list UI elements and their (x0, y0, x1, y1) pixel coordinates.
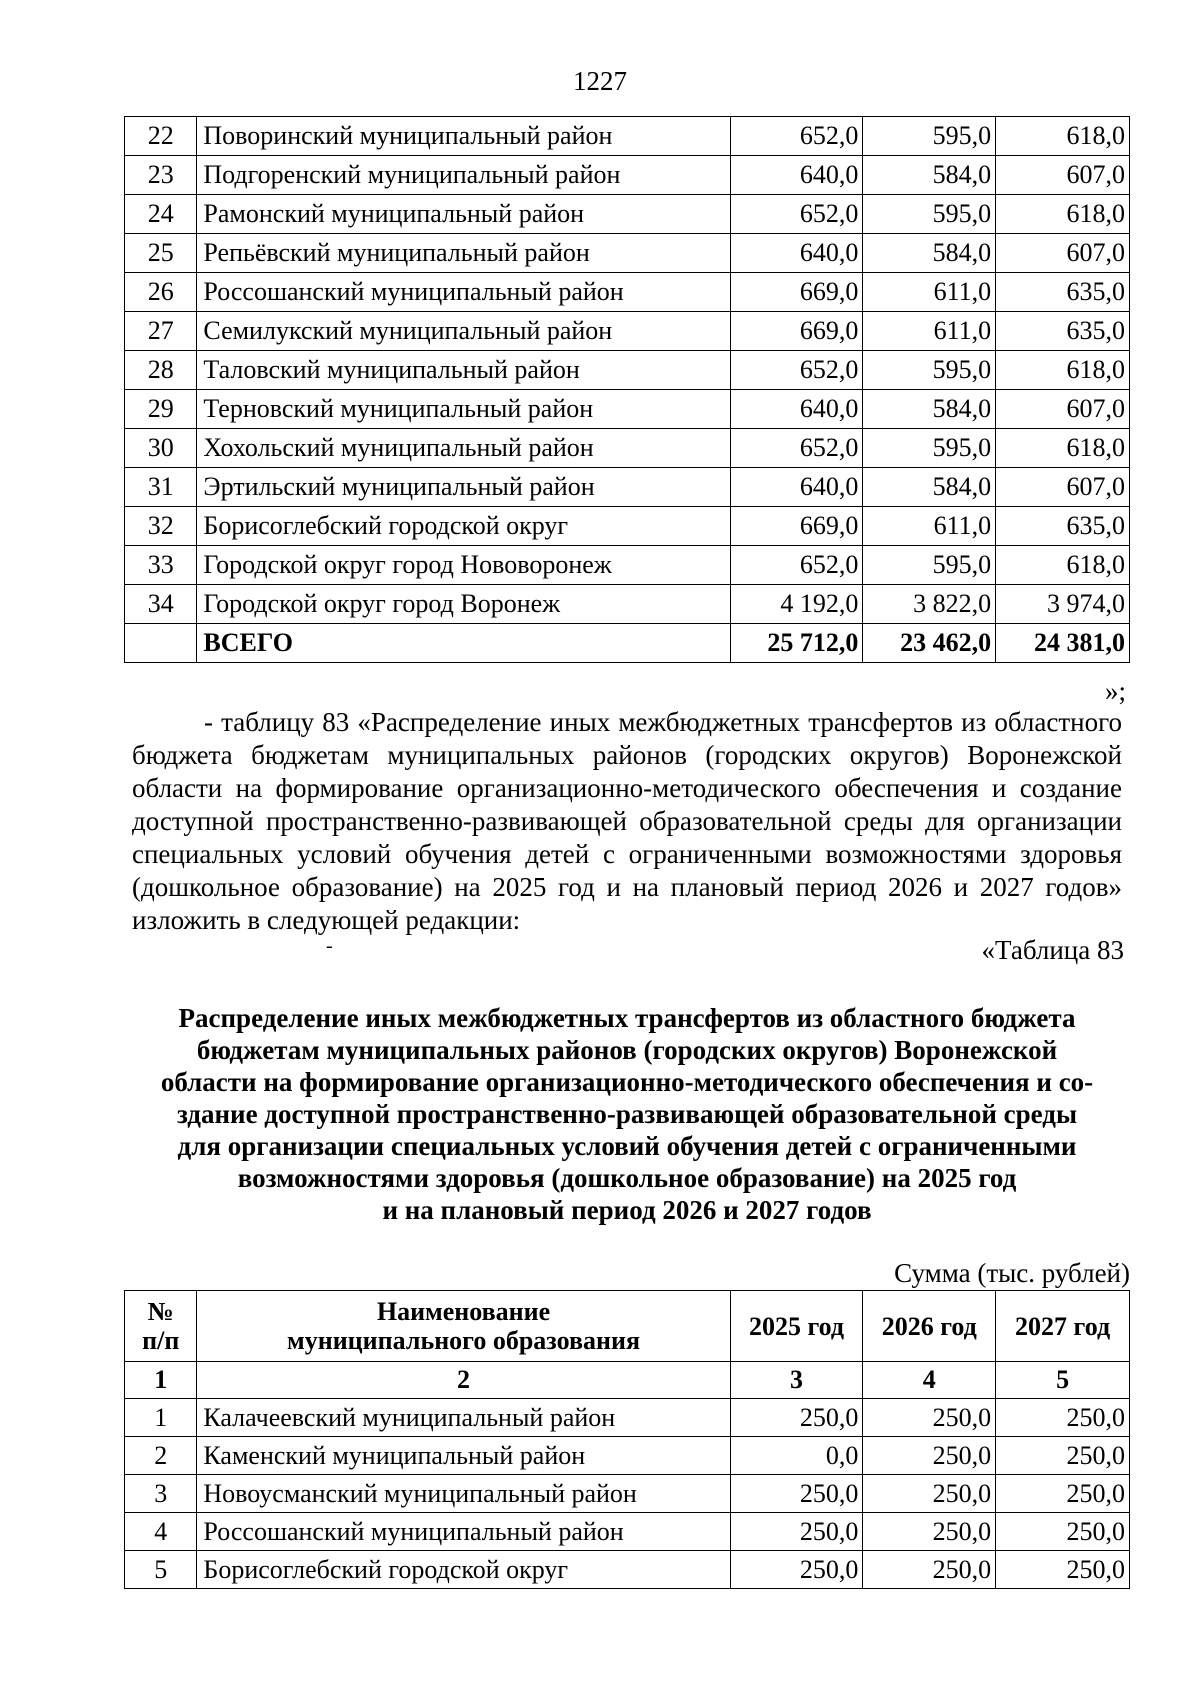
header-2026: 2026 год (863, 1291, 996, 1362)
table-row (125, 1513, 1130, 1551)
value-2027: 250,0 (996, 1513, 1130, 1551)
value-2025: 669,0 (730, 507, 863, 546)
value-2025: 250,0 (730, 1399, 863, 1437)
value-2027: 3 974,0 (996, 585, 1130, 624)
value-2026: 3 822,0 (863, 585, 996, 624)
row-number: 27 (125, 312, 197, 351)
value-2026: 250,0 (863, 1399, 996, 1437)
page-number: 1227 (573, 66, 627, 96)
heading-line: возможностями здоровья (дошкольное образование) на 2025 год (237, 1163, 1017, 1193)
value-2027: 250,0 (996, 1475, 1130, 1513)
row-number: 4 (125, 1513, 197, 1551)
value-2027: 618,0 (996, 351, 1130, 390)
row-name: Новоусманский муниципальный район (197, 1475, 730, 1513)
value-2027: 607,0 (996, 468, 1130, 507)
table-row (125, 1399, 1130, 1437)
value-2026: 584,0 (863, 468, 996, 507)
row-name: Городской округ город Нововоронеж (197, 546, 730, 585)
value-2026: 595,0 (863, 195, 996, 234)
row-number: 28 (125, 351, 197, 390)
value-2025: 640,0 (730, 156, 863, 195)
value-2027: 618,0 (996, 117, 1130, 156)
value-2025: 652,0 (730, 351, 863, 390)
row-number: 26 (125, 273, 197, 312)
value-2027: 250,0 (996, 1437, 1130, 1475)
value-2025: 652,0 (730, 117, 863, 156)
row-name: Борисоглебский городской округ (197, 507, 730, 546)
value-2025: 4 192,0 (730, 585, 863, 624)
column-number: 3 (730, 1362, 863, 1399)
row-name: Каменский муниципальный район (197, 1437, 730, 1475)
value-2027: 250,0 (996, 1551, 1130, 1589)
row-name: Рамонский муниципальный район (197, 195, 730, 234)
value-2027: 618,0 (996, 546, 1130, 585)
value-2026: 611,0 (863, 273, 996, 312)
value-2026: 595,0 (863, 546, 996, 585)
budget-table-continuation (124, 116, 1130, 663)
row-name: Поворинский муниципальный район (197, 117, 730, 156)
table-row (125, 273, 1130, 312)
table-row (125, 429, 1130, 468)
heading-line: здание доступной пространственно-развивающей образовательной среды (176, 1099, 1078, 1129)
row-number: 3 (125, 1475, 197, 1513)
value-2026: 250,0 (863, 1475, 996, 1513)
table-row (125, 507, 1130, 546)
value-2026: 611,0 (863, 312, 996, 351)
header-name: Наименование муниципального образования (197, 1291, 730, 1362)
header-num: № п/п (125, 1291, 197, 1362)
heading-line: бюджетам муниципальных районов (городских округов) Воронежской (196, 1035, 1058, 1065)
row-name: Россошанский муниципальный район (197, 1513, 730, 1551)
table-row (125, 585, 1130, 624)
row-name: Терновский муниципальный район (197, 390, 730, 429)
row-number: 22 (125, 117, 197, 156)
row-name: Борисоглебский городской округ (197, 1551, 730, 1589)
value-2025: 640,0 (730, 390, 863, 429)
value-2027: 607,0 (996, 390, 1130, 429)
table-row (125, 1437, 1130, 1475)
value-2026: 250,0 (863, 1437, 996, 1475)
value-2026: 584,0 (863, 156, 996, 195)
row-number: 34 (125, 585, 197, 624)
value-2025: 652,0 (730, 429, 863, 468)
value-2025: 250,0 (730, 1551, 863, 1589)
row-number: 31 (125, 468, 197, 507)
value-2026: 611,0 (863, 507, 996, 546)
row-number: 1 (125, 1399, 197, 1437)
row-name: Репьёвский муниципальный район (197, 234, 730, 273)
row-name: Семилукский муниципальный район (197, 312, 730, 351)
row-number: 24 (125, 195, 197, 234)
value-2027: 618,0 (996, 195, 1130, 234)
row-number: 33 (125, 546, 197, 585)
budget-table-83 (124, 1290, 1130, 1589)
header-2025: 2025 год (730, 1291, 863, 1362)
value-2026: 584,0 (863, 234, 996, 273)
table-row (125, 351, 1130, 390)
table-row (125, 195, 1130, 234)
row-number: 2 (125, 1437, 197, 1475)
value-2027: 635,0 (996, 507, 1130, 546)
row-name: Россошанский муниципальный район (197, 273, 730, 312)
row-name: Калачеевский муниципальный район (197, 1399, 730, 1437)
column-number: 4 (863, 1362, 996, 1399)
value-2025: 640,0 (730, 234, 863, 273)
row-name: Хохольский муниципальный район (197, 429, 730, 468)
row-number: 32 (125, 507, 197, 546)
column-number: 1 (125, 1362, 197, 1399)
table-heading (124, 1002, 1130, 1226)
value-2026: 250,0 (863, 1513, 996, 1551)
units-label: Сумма (тыс. рублей) (894, 1258, 1130, 1288)
total-2026: 23 462,0 (863, 624, 996, 663)
row-number: 23 (125, 156, 197, 195)
heading-line: для организации специальных условий обучения детей с ограниченными (177, 1131, 1077, 1161)
row-name: Эртильский муниципальный район (197, 468, 730, 507)
value-2025: 669,0 (730, 312, 863, 351)
value-2026: 595,0 (863, 429, 996, 468)
row-number: 25 (125, 234, 197, 273)
table-row (125, 546, 1130, 585)
value-2027: 607,0 (996, 156, 1130, 195)
table-row (125, 1551, 1130, 1589)
table-row (125, 1475, 1130, 1513)
table-row (125, 468, 1130, 507)
column-number: 5 (996, 1362, 1130, 1399)
table-row (125, 234, 1130, 273)
value-2025: 652,0 (730, 546, 863, 585)
value-2025: 250,0 (730, 1475, 863, 1513)
row-number: 5 (125, 1551, 197, 1589)
value-2025: 652,0 (730, 195, 863, 234)
heading-line: области на формирование организационно-методического обеспечения и со- (160, 1067, 1094, 1097)
total-row (125, 624, 1130, 663)
row-name: Таловский муниципальный район (197, 351, 730, 390)
value-2025: 640,0 (730, 468, 863, 507)
column-number: 2 (197, 1362, 730, 1399)
value-2025: 669,0 (730, 273, 863, 312)
row-number: 30 (125, 429, 197, 468)
closing-quote: »; (1104, 676, 1126, 706)
heading-line: и на плановый период 2026 и 2027 годов (382, 1195, 872, 1225)
value-2026: 595,0 (863, 351, 996, 390)
table-label: «Таблица 83 (981, 935, 1124, 965)
row-number: 29 (125, 390, 197, 429)
amendment-paragraph (132, 706, 1122, 937)
heading-line: Распределение иных межбюджетных трансфертов из областного бюджета (178, 1003, 1076, 1033)
table-row (125, 117, 1130, 156)
value-2027: 607,0 (996, 234, 1130, 273)
value-2026: 250,0 (863, 1551, 996, 1589)
value-2027: 635,0 (996, 312, 1130, 351)
table-header-row (125, 1291, 1130, 1362)
value-2026: 595,0 (863, 117, 996, 156)
header-2027: 2027 год (996, 1291, 1130, 1362)
amendment-text: - таблицу 83 «Распределение иных межбюджетных трансфертов из областного бюджета бюджетам муниципальных районов (городских округов) Воронежской области на формирование организационно-методического обеспечения и создание доступной пространственно-развивающей образовательной среды для организации специальных условий обучения детей с ограниченными возможностями здоровья (дошкольное образование) на 2025 год и на плановый период 2026 и 2027 годов» изложить в следующей редакции: (132, 707, 1122, 935)
total-empty (125, 624, 197, 663)
total-label: ВСЕГО (197, 624, 730, 663)
total-2025: 25 712,0 (730, 624, 863, 663)
value-2027: 250,0 (996, 1399, 1130, 1437)
value-2026: 584,0 (863, 390, 996, 429)
table-row (125, 156, 1130, 195)
value-2025: 0,0 (730, 1437, 863, 1475)
row-name: Городской округ город Воронеж (197, 585, 730, 624)
table-row (125, 312, 1130, 351)
value-2027: 635,0 (996, 273, 1130, 312)
value-2025: 250,0 (730, 1513, 863, 1551)
total-2027: 24 381,0 (996, 624, 1130, 663)
stray-mark: - (326, 935, 333, 957)
row-name: Подгоренский муниципальный район (197, 156, 730, 195)
value-2027: 618,0 (996, 429, 1130, 468)
table-row (125, 390, 1130, 429)
column-number-row (125, 1362, 1130, 1399)
